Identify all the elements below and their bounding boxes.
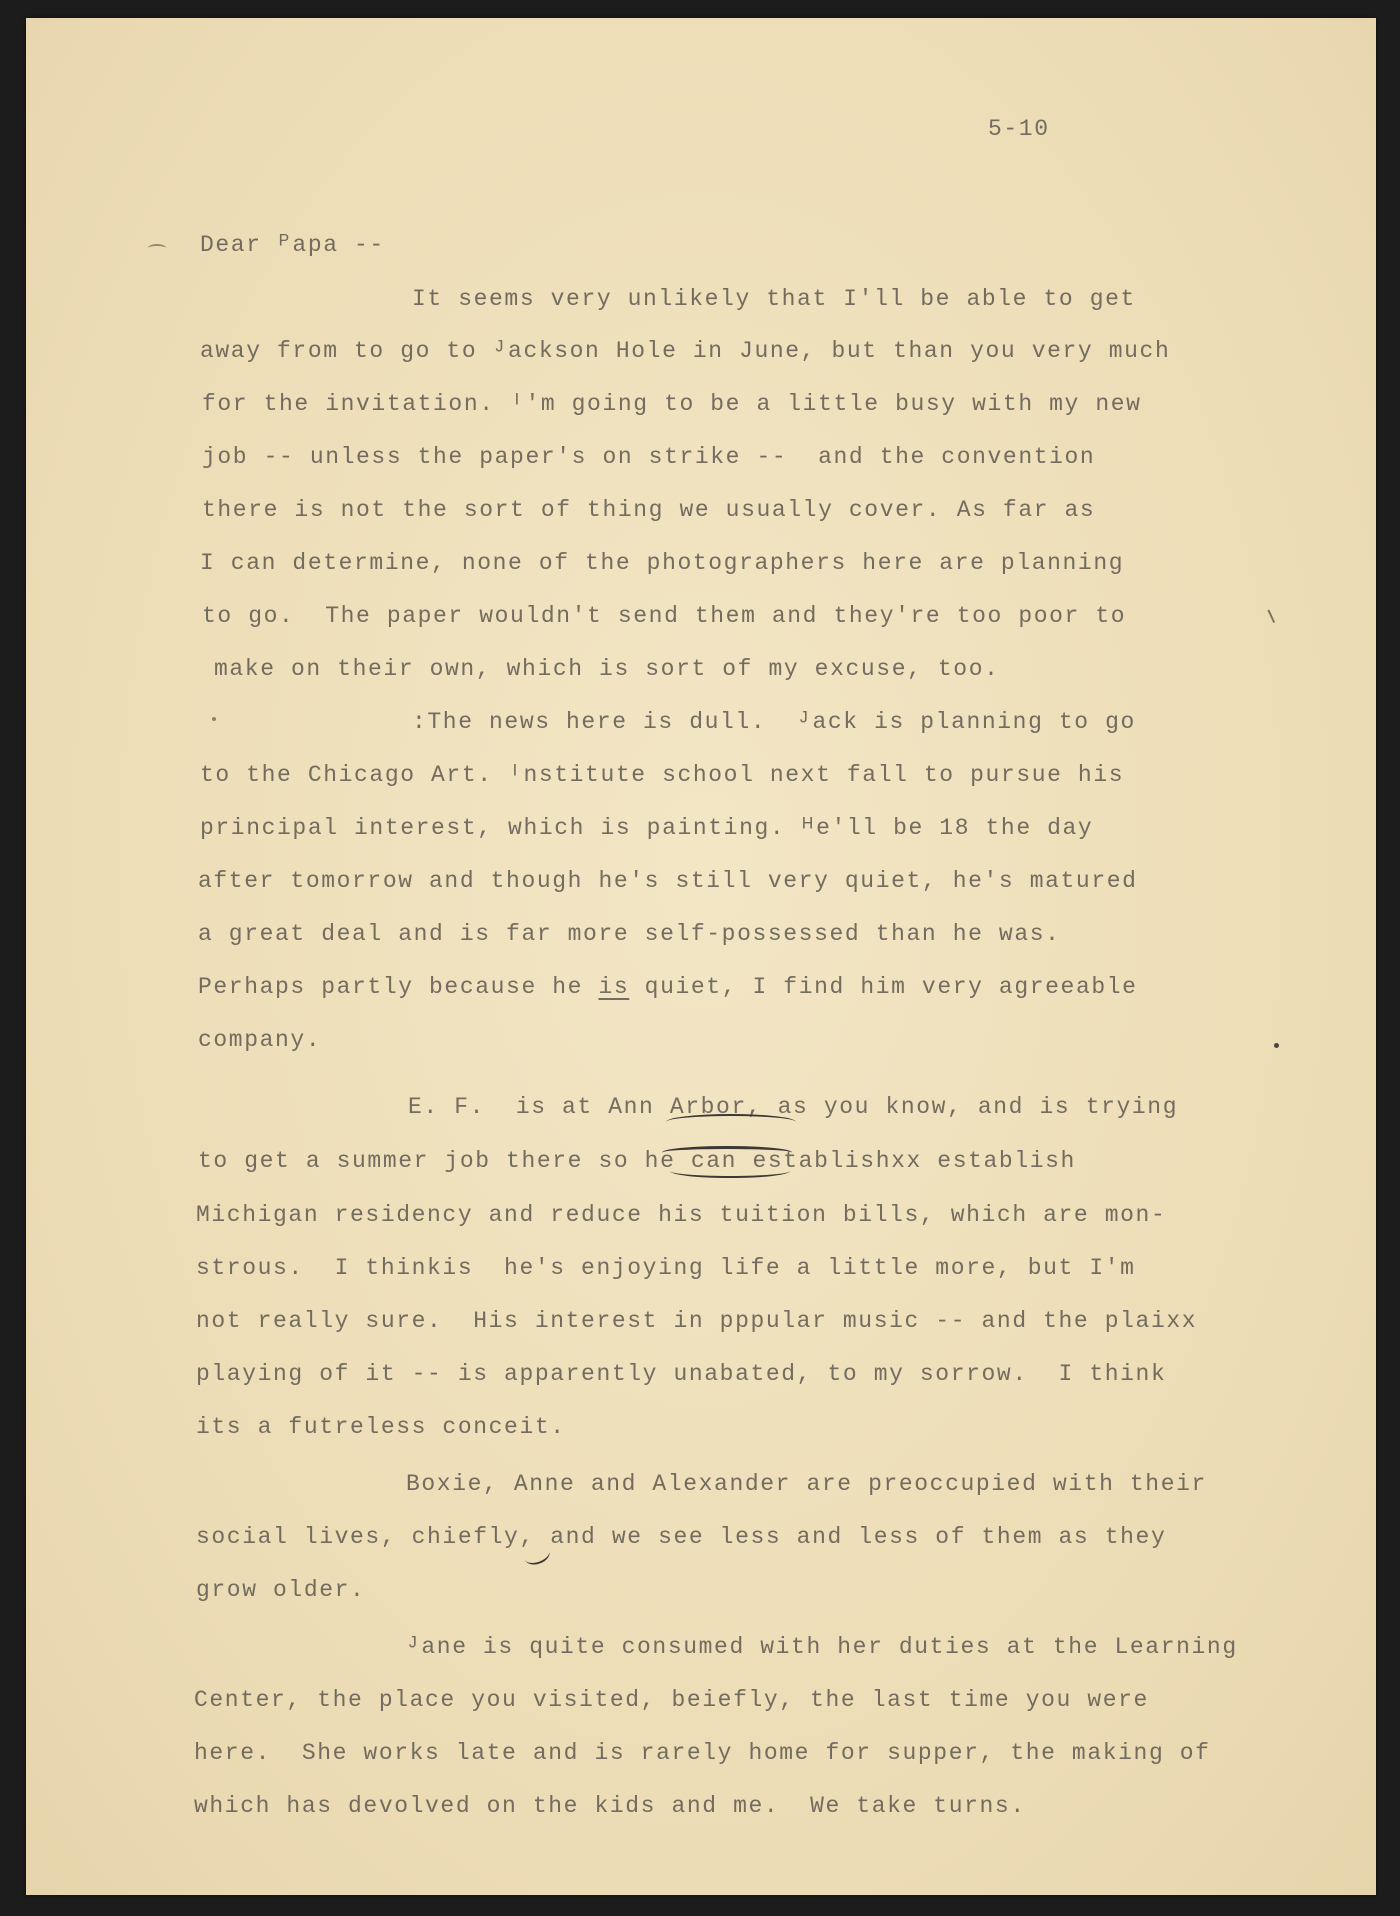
strikeout-mark bbox=[662, 1146, 792, 1159]
body-line: strous. I thinkis he's enjoying life a little more, but I'm bbox=[196, 1255, 1136, 1281]
body-line: to the Chicago Art. ᴵnstitute school next fall to pursue his bbox=[200, 762, 1125, 788]
body-line: to get a summer job there so he can establishxx establish bbox=[198, 1148, 1076, 1174]
ink-dot bbox=[1274, 1043, 1279, 1048]
strikeout-mark bbox=[666, 1114, 796, 1130]
text-run: Perhaps partly because he bbox=[198, 974, 599, 1000]
body-line: after tomorrow and though he's still very quiet, he's matured bbox=[198, 868, 1138, 894]
page-number: 5-10 bbox=[988, 116, 1050, 142]
letter-page bbox=[26, 18, 1376, 1895]
body-line: away from to go to ᴶackson Hole in June, but than you very much bbox=[200, 338, 1171, 364]
margin-tick bbox=[1267, 607, 1280, 623]
body-line: which has devolved on the kids and me. We take turns. bbox=[194, 1793, 1026, 1819]
body-line: company. bbox=[198, 1027, 322, 1053]
body-line: its a futreless conceit. bbox=[196, 1414, 566, 1440]
body-line: :The news here is dull. ᴶack is planning to go bbox=[412, 709, 1136, 735]
body-line: It seems very unlikely that I'll be able to get bbox=[412, 286, 1136, 312]
body-line: Boxie, Anne and Alexander are preoccupied with their bbox=[406, 1471, 1207, 1497]
body-line bbox=[198, 972, 1138, 1002]
salutation: Dear ᴾapa -- bbox=[200, 232, 385, 258]
body-line: to go. The paper wouldn't send them and they're too poor to bbox=[202, 603, 1127, 629]
body-line: playing of it -- is apparently unabated, to my sorrow. I think bbox=[196, 1361, 1167, 1387]
body-line: principal interest, which is painting. ᴴe'll be 18 the day bbox=[200, 815, 1094, 841]
body-line: E. F. is at Ann Arbor, as you know, and is trying bbox=[408, 1094, 1179, 1120]
body-line: not really sure. His interest in pppular music -- and the plaixx bbox=[196, 1308, 1198, 1334]
body-line: ᴶane is quite consumed with her duties at the Learning bbox=[406, 1634, 1238, 1660]
body-line: here. She works late and is rarely home for supper, the making of bbox=[194, 1740, 1211, 1766]
text-run: quiet, I find him very agreeable bbox=[629, 974, 1138, 1000]
ink-dot bbox=[212, 717, 216, 721]
body-line: there is not the sort of thing we usually cover. As far as bbox=[202, 497, 1096, 523]
margin-tick bbox=[148, 244, 166, 252]
body-line: Center, the place you visited, beiefly, the last time you were bbox=[194, 1687, 1149, 1713]
body-line: make on their own, which is sort of my excuse, too. bbox=[214, 656, 1000, 682]
body-line: for the invitation. ᴵ'm going to be a little busy with my new bbox=[202, 391, 1142, 417]
body-line: Michigan residency and reduce his tuition bills, which are mon- bbox=[196, 1202, 1167, 1228]
body-line: grow older. bbox=[196, 1577, 366, 1603]
underlined-word: is bbox=[598, 974, 630, 1000]
body-line: social lives, chiefly, and we see less and less of them as they bbox=[196, 1524, 1167, 1550]
strikeout-mark bbox=[670, 1164, 790, 1178]
body-line: I can determine, none of the photographers here are planning bbox=[200, 550, 1125, 576]
body-line: job -- unless the paper's on strike -- and the convention bbox=[202, 444, 1096, 470]
body-line: a great deal and is far more self-possessed than he was. bbox=[198, 921, 1061, 947]
